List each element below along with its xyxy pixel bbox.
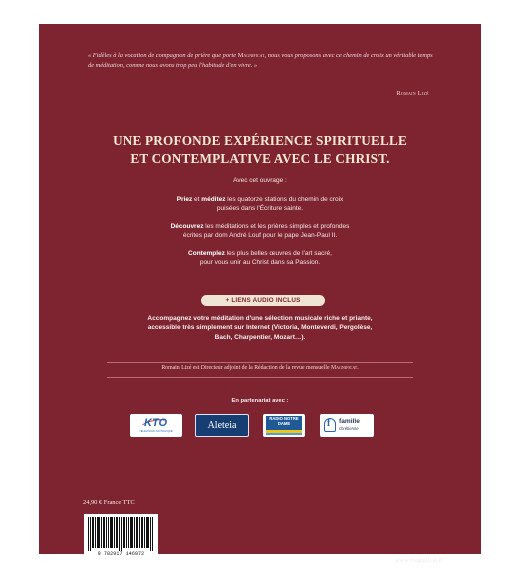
feature-item-contemplate xyxy=(39,249,481,267)
headline xyxy=(39,132,481,168)
author-bio-magazine: Magnificat. xyxy=(330,365,359,371)
audio-description xyxy=(39,314,481,342)
price-label: 24,90 € France TTC xyxy=(83,499,135,506)
quote-part-2: , nous vous proposons avec ce chemin de croix un véritable temps de méditation, comme nous avons trop peu l'habitude d'en vivre. » xyxy=(88,52,433,69)
famille-chretienne-logo xyxy=(320,414,374,437)
feature-item-line-2: écrites par dom André Louf pour le pape Jean-Paul II. xyxy=(182,232,338,240)
feature-keyword: Découvrez xyxy=(170,223,204,230)
feature-item-line-2: puisées dans l'Écriture sainte. xyxy=(216,205,304,213)
quote-author: Romain Lizé xyxy=(396,90,429,97)
divider-top xyxy=(107,362,413,363)
feature-item-line-1 xyxy=(39,195,481,204)
intro-text: Avec cet ouvrage : xyxy=(233,177,287,184)
aleteia-logo xyxy=(195,414,249,437)
kto-wordmark: KTO xyxy=(144,417,168,429)
audio-line-3: Bach, Charpentier, Mozart…). xyxy=(214,333,306,341)
feature-keyword: Priez xyxy=(176,196,193,203)
feature-connector: et xyxy=(192,196,202,203)
website-link[interactable]: www.magnificat.fr xyxy=(394,557,443,564)
famille-word-2: chrétienne xyxy=(339,426,359,431)
kto-tagline: TÉLÉVISION CATHOLIQUE xyxy=(139,430,173,433)
author-bio-text: Romain Lizé est Directeur adjoint de la Rédaction de la revue mensuelle xyxy=(161,365,331,371)
rnd-line-2: DAME xyxy=(277,421,291,426)
rnd-blue-stripe xyxy=(266,433,302,435)
audio-line-2: accessible très simplement sur Internet (Victoria, Monteverdi, Pergolèse, xyxy=(147,324,373,332)
audio-links-badge: + LIENS AUDIO INCLUS xyxy=(201,295,325,306)
feature-text: les plus belles œuvres de l'art sacré, xyxy=(224,250,332,257)
aleteia-wordmark: Aleteia xyxy=(207,420,237,431)
isbn-barcode xyxy=(84,514,158,560)
book-back-cover xyxy=(39,24,481,564)
feature-item-line-1 xyxy=(39,249,481,258)
partners-label: En partenariat avec : xyxy=(231,398,289,404)
headline-line-2: ET CONTEMPLATIVE AVEC LE CHRIST. xyxy=(130,151,390,166)
feature-item-discover xyxy=(39,222,481,240)
famille-f-icon xyxy=(324,418,336,432)
feature-text: les méditations et les prières simples et profondes xyxy=(203,223,350,230)
feature-keyword: Contemplez xyxy=(188,250,225,257)
audio-line-1: Accompagnez votre méditation d'une sélection musicale riche et priante, xyxy=(147,315,373,322)
quote-part-1: « Fidèles à la vocation de compagnon de prière que porte xyxy=(88,52,238,59)
rnd-line-1: RADIO NOTRE xyxy=(269,416,299,421)
quote-magazine-name: Magnificat xyxy=(237,52,265,59)
feature-keyword-2: méditez xyxy=(201,196,226,203)
feature-item-line-1 xyxy=(39,222,481,231)
feature-text: les quatorze stations du chemin de croix xyxy=(225,196,344,203)
barcode-bars-icon xyxy=(88,517,154,551)
radio-notre-dame-logo xyxy=(263,414,305,437)
famille-word-1: famille xyxy=(339,418,360,425)
isbn-digits: 9 782917 146972 xyxy=(97,551,145,557)
feature-item-line-2: pour vous unir au Christ dans sa Passion. xyxy=(199,259,321,267)
author-bio xyxy=(39,365,481,371)
headline-line-1: UNE PROFONDE EXPÉRIENCE SPIRITUELLE xyxy=(113,133,407,148)
quote-text xyxy=(88,51,438,71)
divider-bottom xyxy=(107,377,413,378)
feature-item-pray xyxy=(39,195,481,213)
kto-logo xyxy=(130,414,182,437)
